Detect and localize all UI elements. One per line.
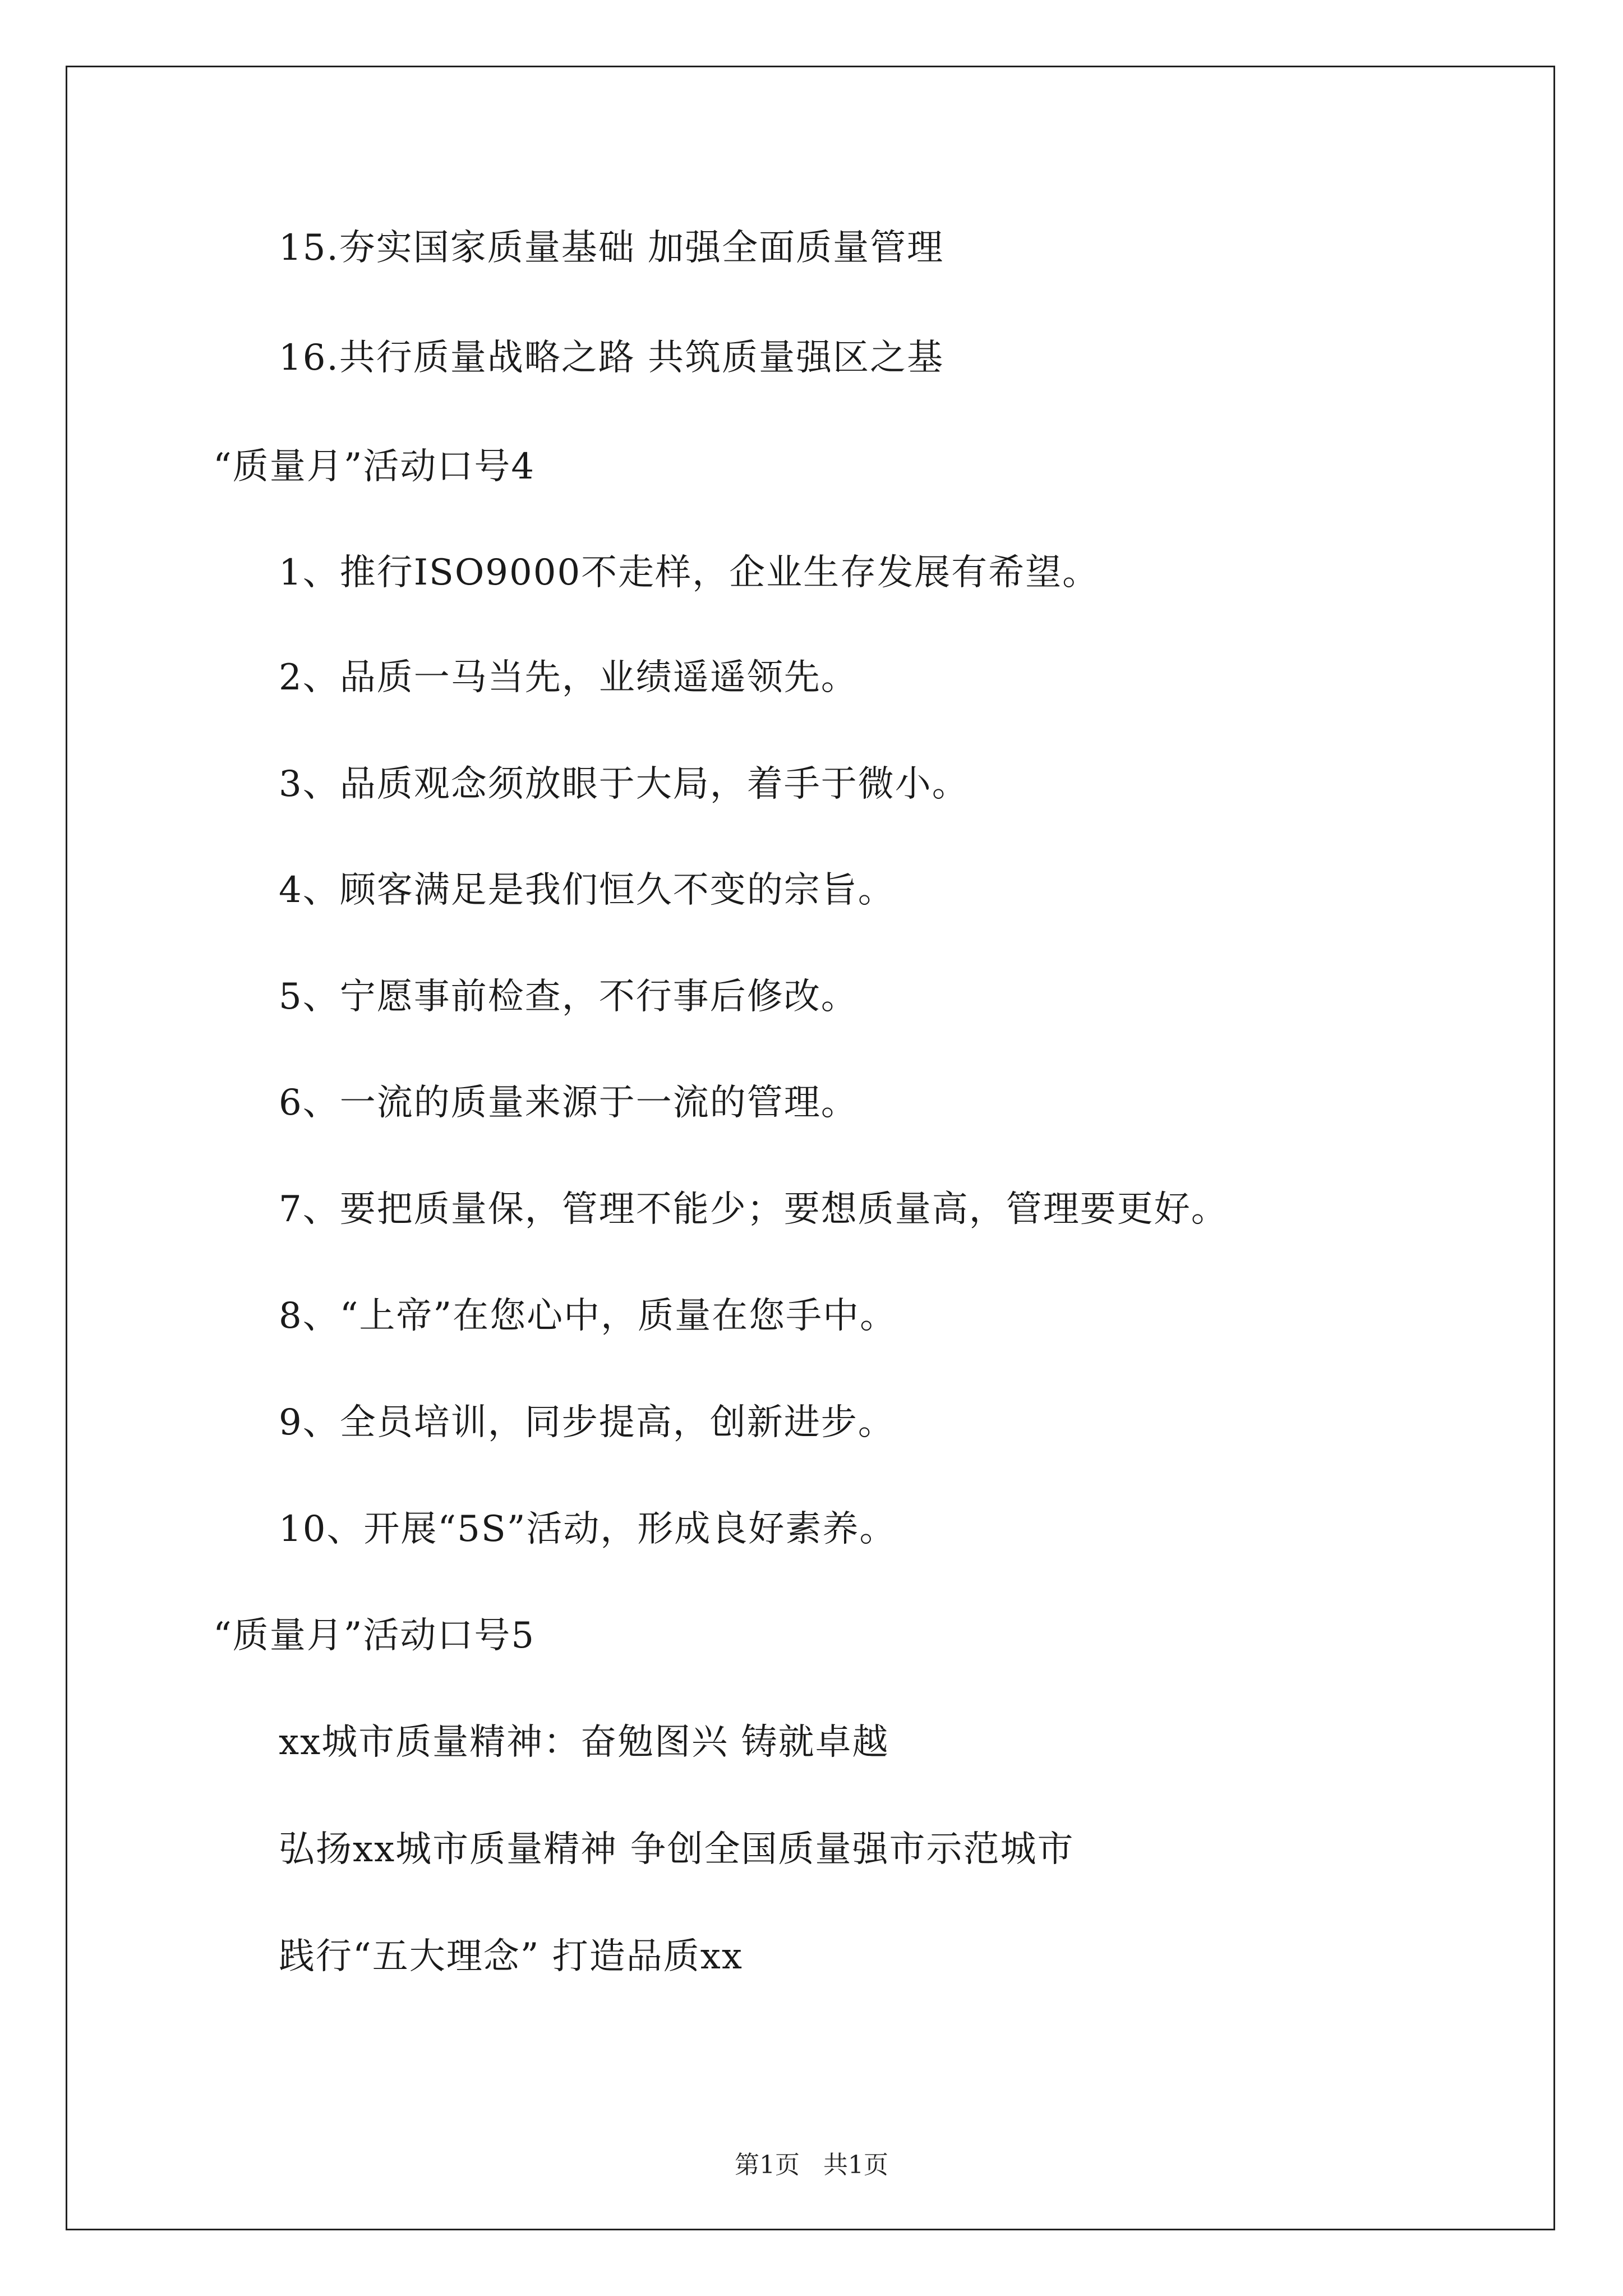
slogan-line-3: 3、品质观念须放眼于大局，着手于微小。: [279, 763, 969, 805]
section-heading-4: “质量月”活动口号4: [213, 446, 536, 487]
page-border: [66, 66, 1555, 2230]
slogan-line-4: 4、顾客满足是我们恒久不变的宗旨。: [279, 869, 895, 911]
section-heading-5: “质量月”活动口号5: [213, 1615, 536, 1657]
slogan-line-5: 5、宁愿事前检查，不行事后修改。: [279, 976, 858, 1018]
slogan-line-1: 1、推行ISO9000不走样，企业生存发展有希望。: [279, 552, 1100, 593]
slogan-line-7: 7、要把质量保，管理不能少；要想质量高，管理要更好。: [279, 1189, 1228, 1230]
slogan-line-9: 9、全员培训，同步提高，创新进步。: [279, 1402, 895, 1443]
slogan-line-15: 15.夯实国家质量基础 加强全面质量管理: [279, 227, 944, 269]
slogan-line-2: 2、品质一马当先，业绩遥遥领先。: [279, 657, 858, 698]
slogan-line-16: 16.共行质量战略之路 共筑质量强区之基: [279, 337, 944, 379]
slogan-line-promote: 弘扬xx城市质量精神 争创全国质量强市示范城市: [279, 1829, 1075, 1870]
slogan-line-10: 10、开展“5S”活动，形成良好素养。: [279, 1508, 897, 1550]
slogan-line-city-spirit: xx城市质量精神：奋勉图兴 铸就卓越: [279, 1722, 889, 1763]
slogan-line-8: 8、“上帝”在您心中，质量在您手中。: [279, 1295, 897, 1337]
slogan-line-6: 6、一流的质量来源于一流的管理。: [279, 1082, 858, 1124]
page-number-footer: 第1页 共1页: [735, 2151, 888, 2179]
slogan-line-five-concepts: 践行“五大理念” 打造品质xx: [279, 1936, 743, 1977]
